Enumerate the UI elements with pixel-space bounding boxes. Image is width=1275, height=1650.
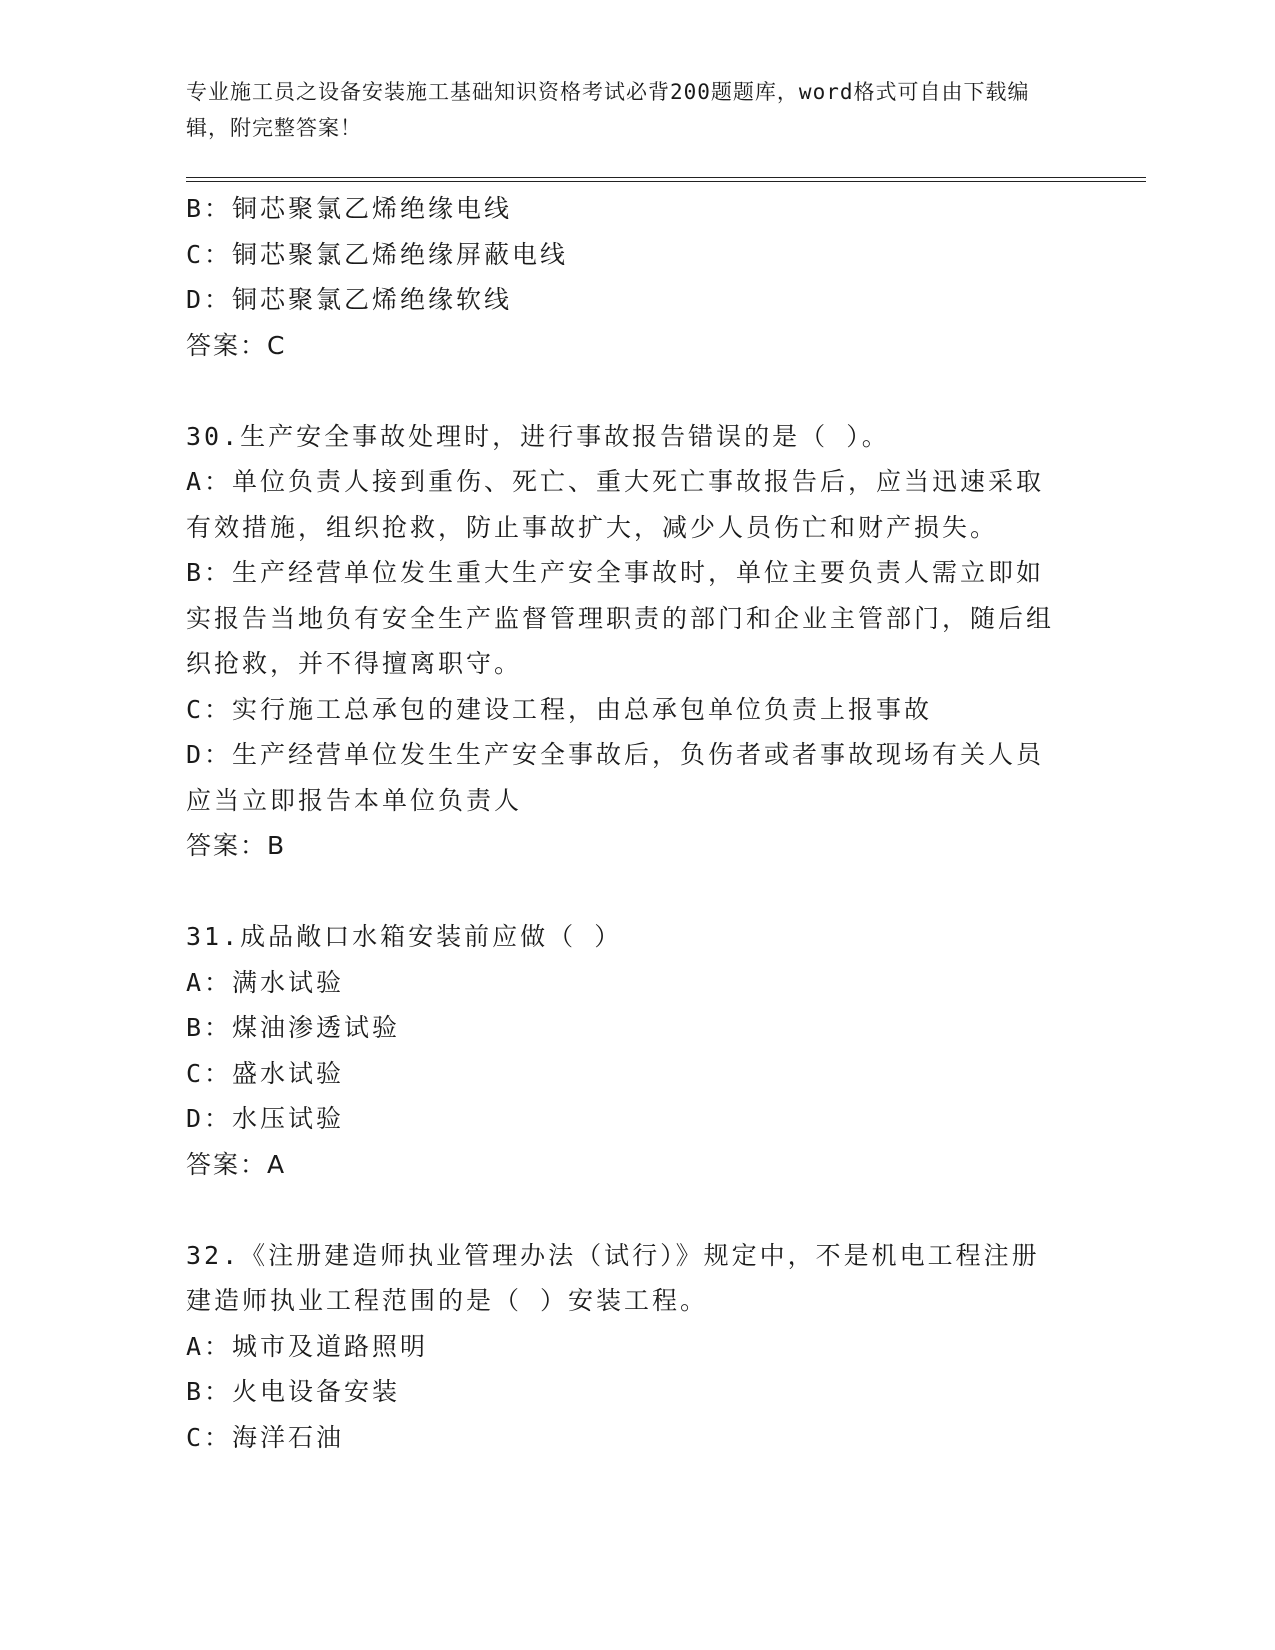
option-d: D：生产经营单位发生生产安全事故后，负伤者或者事故现场有关人员应当立即报告本单位负责人 <box>186 740 1045 815</box>
spacer <box>186 1187 1066 1233</box>
option-c: C：铜芯聚氯乙烯绝缘屏蔽电线 <box>186 239 569 269</box>
option-b: B：生产经营单位发生重大生产安全事故时，单位主要负责人需立即如实报告当地负有安全生产监督管理职责的部门和企业主管部门，随后组织抢救，并不得擅离职守。 <box>186 558 1055 678</box>
question-29 <box>186 186 1066 368</box>
question-32 <box>186 1233 1066 1461</box>
spacer <box>186 368 1066 414</box>
option-c: C：实行施工总承包的建设工程，由总承包单位负责上报事故 <box>186 694 933 724</box>
option-b: B：火电设备安装 <box>186 1377 401 1406</box>
option-d: D：铜芯聚氯乙烯绝缘软线 <box>186 285 513 314</box>
option-a: A：城市及道路照明 <box>186 1331 429 1361</box>
question-stem: 32.《注册建造师执业管理办法（试行）》规定中，不是机电工程注册建造师执业工程范围的是（ ）安装工程。 <box>186 1240 1040 1315</box>
option-a: A：单位负责人接到重伤、死亡、重大死亡事故报告后，应当迅速采取有效措施，组织抢救，防止事故扩大，减少人员伤亡和财产损失。 <box>186 467 1045 542</box>
question-stem: 30.生产安全事故处理时，进行事故报告错误的是（ ）。 <box>186 421 890 451</box>
question-31 <box>186 914 1066 1187</box>
answer: 答案：A <box>186 1149 287 1179</box>
option-c: C：盛水试验 <box>186 1058 345 1088</box>
answer: 答案：B <box>186 831 287 860</box>
option-b: B：煤油渗透试验 <box>186 1013 401 1042</box>
header-divider-bottom <box>186 181 1146 182</box>
question-30 <box>186 414 1066 869</box>
spacer <box>186 869 1066 915</box>
answer: 答案：C <box>186 330 287 360</box>
header-divider-top <box>186 177 1146 178</box>
question-stem: 31.成品敞口水箱安装前应做（ ） <box>186 922 623 951</box>
option-b: B：铜芯聚氯乙烯绝缘电线 <box>186 194 513 223</box>
option-c: C：海洋石油 <box>186 1422 345 1452</box>
question-list <box>186 186 1066 1460</box>
option-d: D：水压试验 <box>186 1104 345 1133</box>
document-header: 专业施工员之设备安装施工基础知识资格考试必背200题题库，word格式可自由下载编辑，附完整答案！ <box>186 80 1030 140</box>
option-a: A：满水试验 <box>186 967 345 997</box>
